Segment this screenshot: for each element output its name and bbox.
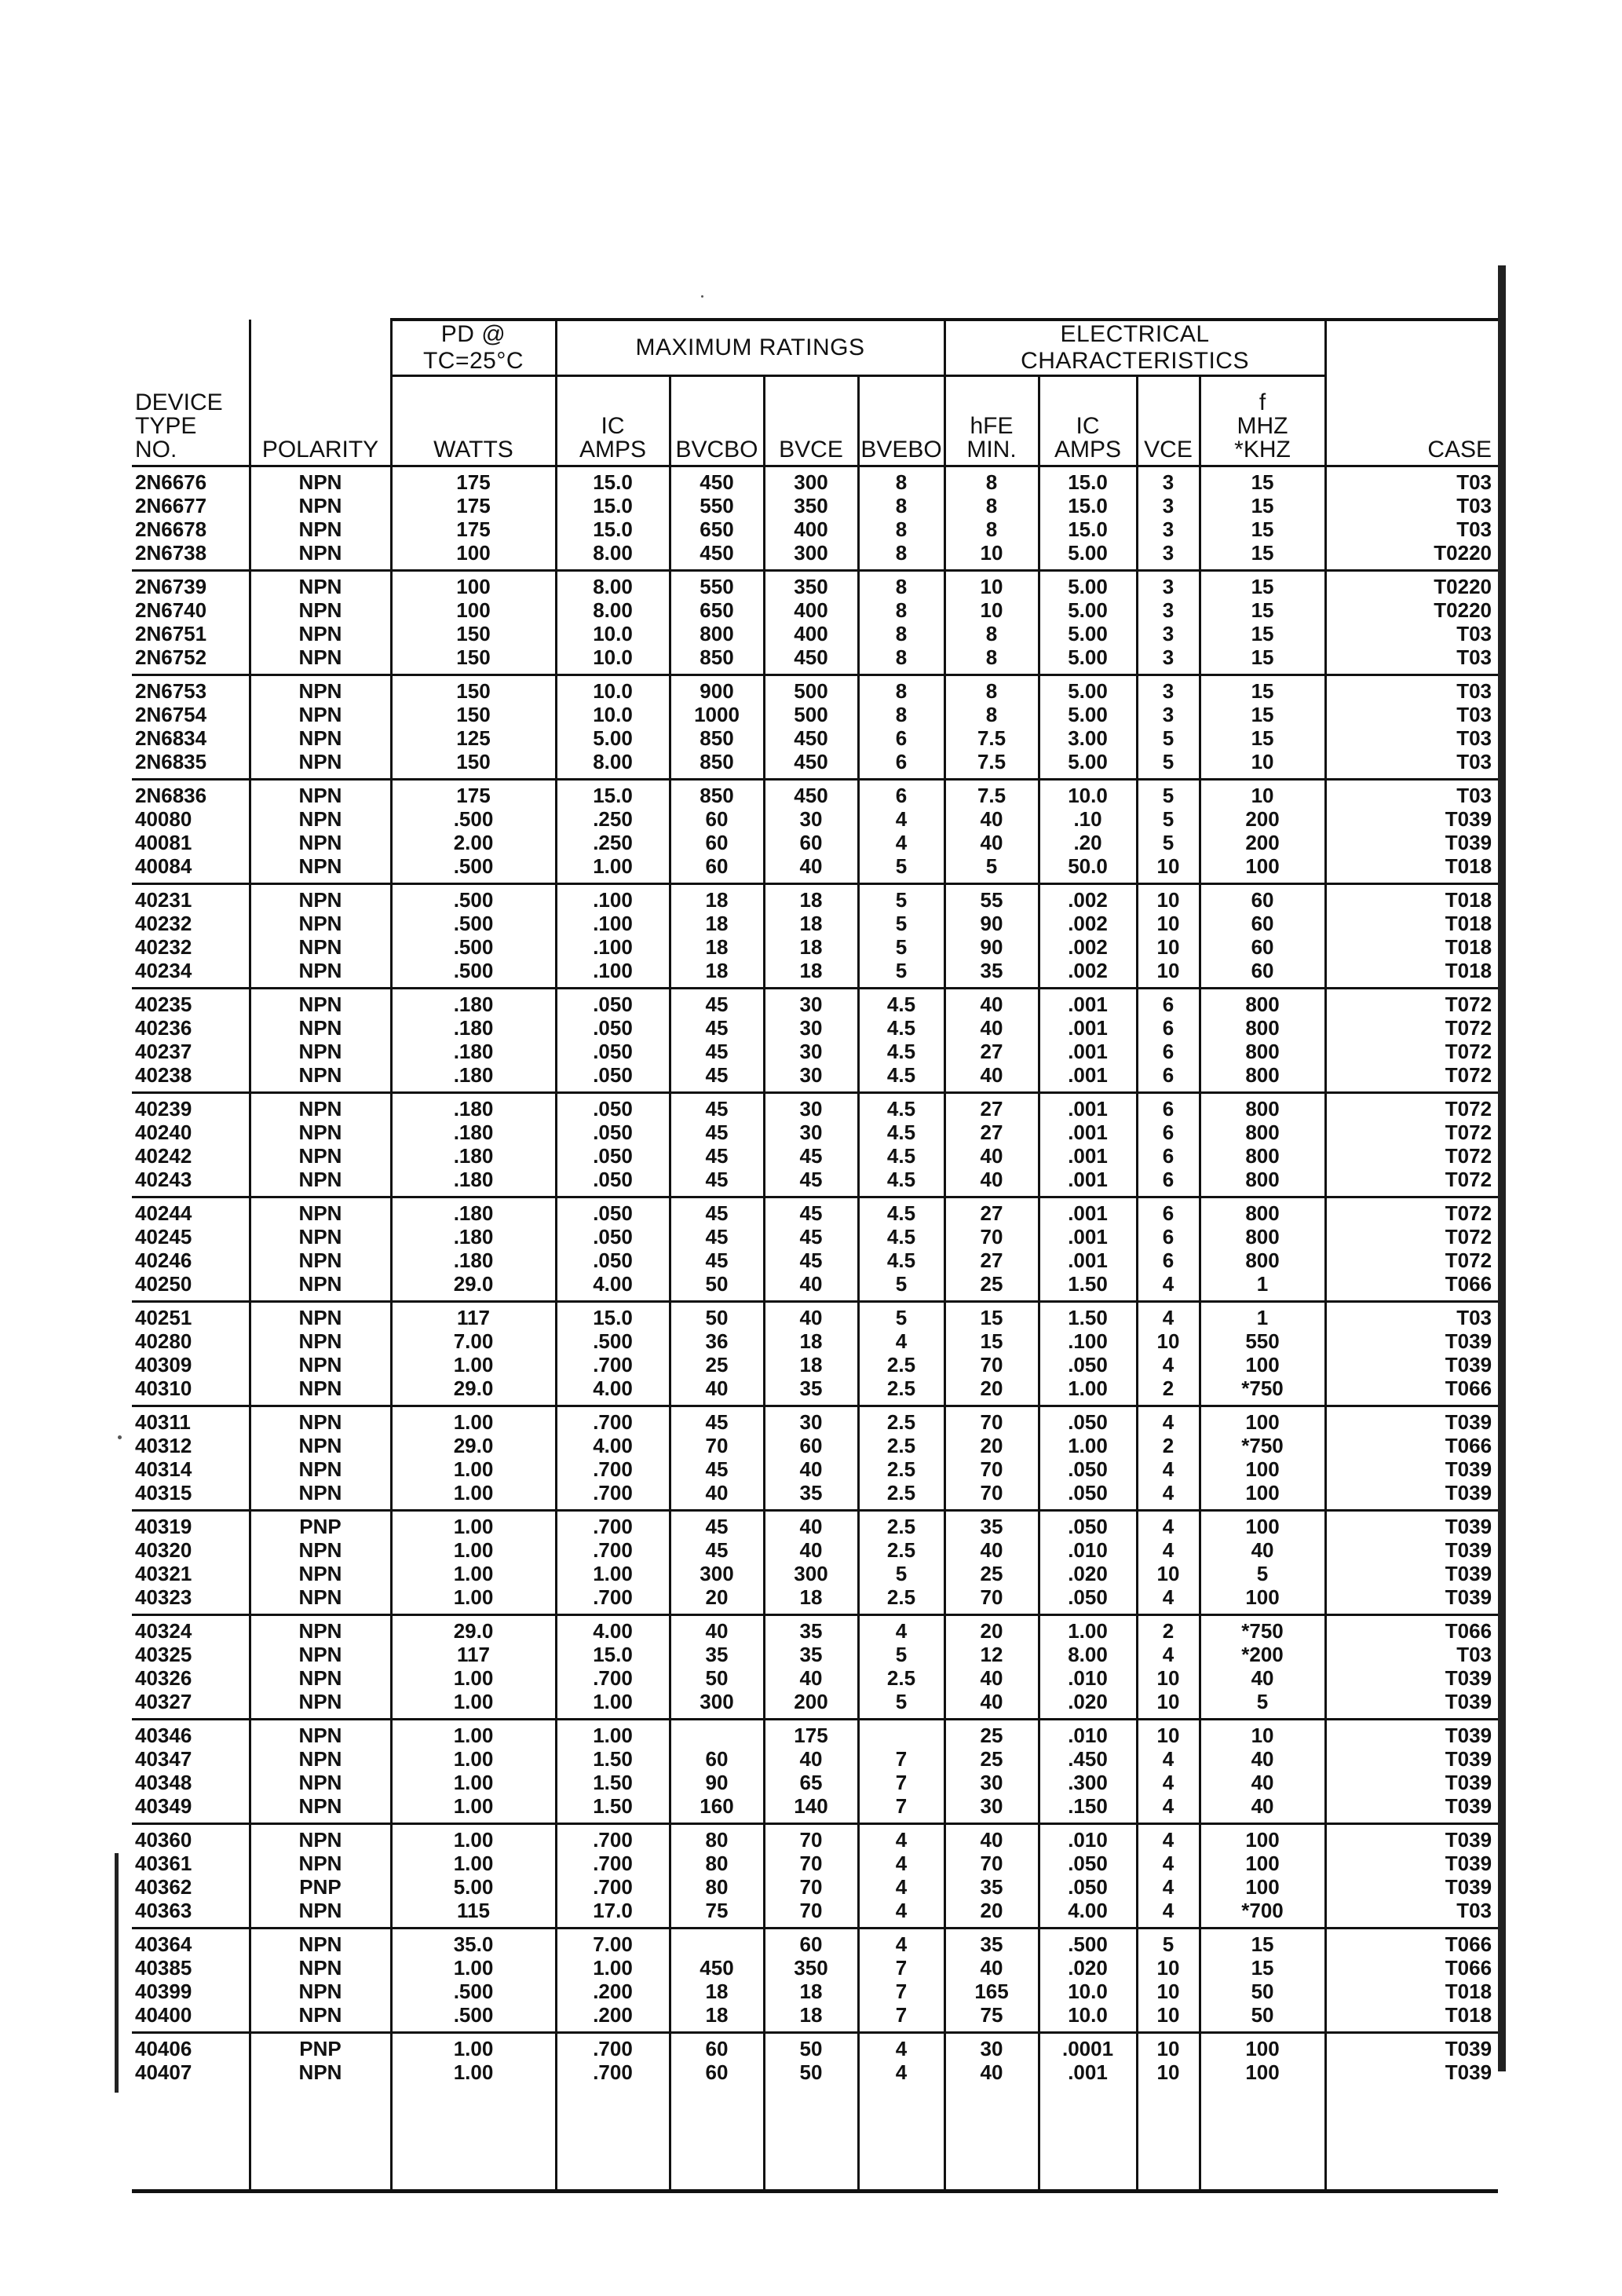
- ic-amps-2: 10.0 .10 .20 50.0: [1039, 780, 1137, 884]
- device-numbers: 40244 40245 40246 40250: [132, 1197, 250, 1302]
- vce: 5 10 10 10: [1137, 1929, 1200, 2033]
- polarity: NPN NPN NPN NPN: [250, 780, 391, 884]
- bvcbo: 45 45 45 50: [670, 1197, 764, 1302]
- case: T072 T072 T072 T066: [1325, 1197, 1498, 1302]
- bvebo: 2.5 2.5 5 2.5: [858, 1511, 944, 1615]
- ic-amps: 15.0 .250 .250 1.00: [556, 780, 670, 884]
- polarity: NPN NPN NPN NPN: [250, 571, 391, 675]
- bvebo: 4 7 7 7: [858, 1929, 944, 2033]
- bvebo: 4.5 4.5 4.5 5: [858, 1197, 944, 1302]
- device-group: [132, 571, 1498, 675]
- frequency: 10 200 200 100: [1200, 780, 1325, 884]
- frequency: 100 100 100 *700: [1200, 1824, 1325, 1929]
- bvebo: 7 7 7: [858, 1720, 944, 1824]
- footer-cell: [1200, 2089, 1325, 2192]
- ic-amps: 7.00 1.00 .200 .200: [556, 1929, 670, 2033]
- bvebo: 8 8 6 6: [858, 675, 944, 780]
- pd-header: PD @ TC=25°C: [391, 320, 556, 376]
- device-group: [132, 1197, 1498, 1302]
- watts: 175 175 175 100: [391, 466, 556, 571]
- hfe-min: 27 70 27 25: [944, 1197, 1039, 1302]
- vce: 4 2 4 4: [1137, 1406, 1200, 1511]
- bvcbo: 45 45 300 20: [670, 1511, 764, 1615]
- case: T066 T066 T018 T018: [1325, 1929, 1498, 2033]
- watts: .180 .180 .180 .180: [391, 989, 556, 1093]
- device-numbers: 40235 40236 40237 40238: [132, 989, 250, 1093]
- footer-cell: [250, 2089, 391, 2192]
- device-group: [132, 989, 1498, 1093]
- bvcbo: 850 60 60 60: [670, 780, 764, 884]
- device-numbers: 40324 40325 40326 40327: [132, 1615, 250, 1720]
- device-numbers: 40406 40407: [135, 2037, 192, 2084]
- footer-cell: [858, 2089, 944, 2192]
- watts: 29.0 117 1.00 1.00: [391, 1615, 556, 1720]
- footer-cell: [1325, 2089, 1498, 2192]
- device-group: [132, 884, 1498, 989]
- vce: 10 4 4 4: [1137, 1720, 1200, 1824]
- ic-amps: .100 .100 .100 .100: [556, 884, 670, 989]
- ic-amps-2: .001 .001 .001 1.50: [1039, 1197, 1137, 1302]
- device-type-header: DEVICE TYPE NO.: [132, 376, 250, 466]
- frequency: 800 800 800 800: [1200, 989, 1325, 1093]
- scan-edge-left: [115, 1853, 119, 2093]
- device-group: [132, 1093, 1498, 1197]
- frequency: 10 40 40 40: [1200, 1720, 1325, 1824]
- frequency: 100 *750 100 100: [1200, 1406, 1325, 1511]
- case: T039 T039 T039 T039: [1325, 1511, 1498, 1615]
- vce: 4 4 4 4: [1137, 1824, 1200, 1929]
- watts: 35.0 1.00 .500 .500: [391, 1929, 556, 2033]
- vce: 2 4 10 10: [1137, 1615, 1200, 1720]
- device-numbers: 40360 40361 40362 40363: [132, 1824, 250, 1929]
- hfe-min-header: hFE MIN.: [944, 376, 1039, 466]
- polarity: NPN NPN PNP NPN: [250, 1824, 391, 1929]
- ic-amps-2: 1.50 .100 .050 1.00: [1039, 1302, 1137, 1406]
- watts: .500 .500 .500 .500: [391, 884, 556, 989]
- ic-amps-2: 5.00 5.00 3.00 5.00: [1039, 675, 1137, 780]
- ic-amps: .700 .700 1.00 .700: [556, 1511, 670, 1615]
- case: T03 T03 T03 T03: [1325, 675, 1498, 780]
- polarity: NPN NPN NPN NPN: [250, 1615, 391, 1720]
- footer-cell: [670, 2089, 764, 2192]
- bvce: 70 70 70 70: [764, 1824, 858, 1929]
- bvce: 18 18 18 18: [764, 884, 858, 989]
- case: T072 T072 T072 T072: [1325, 989, 1498, 1093]
- hfe-min: 25 25 30 30: [944, 1720, 1039, 1824]
- ic-amps-header-2: IC AMPS: [1039, 376, 1137, 466]
- vce: 3 3 3 3: [1137, 571, 1200, 675]
- bvebo: 2.5 2.5 2.5 2.5: [858, 1406, 944, 1511]
- frequency: *750 *200 40 5: [1200, 1615, 1325, 1720]
- electrical-characteristics-header: ELECTRICAL CHARACTERISTICS: [944, 320, 1325, 376]
- bvce: 40 40 300 18: [764, 1511, 858, 1615]
- polarity: NPN NPN NPN NPN: [250, 1720, 391, 1824]
- device-group: [132, 1720, 1498, 1824]
- bvce: 50 50: [764, 2033, 858, 2089]
- bvce: 500 500 450 450: [764, 675, 858, 780]
- vce: 6 6 6 4: [1137, 1197, 1200, 1302]
- bvebo: 4 4: [858, 2033, 944, 2089]
- polarity: PNP NPN NPN NPN: [250, 1511, 391, 1615]
- bvce: 30 60 40 35: [764, 1406, 858, 1511]
- polarity: NPN NPN NPN NPN: [250, 1302, 391, 1406]
- device-group: [132, 1302, 1498, 1406]
- ic-amps: .700 4.00 .700 .700: [556, 1406, 670, 1511]
- ic-amps: 1.00 1.50 1.50 1.50: [556, 1720, 670, 1824]
- hfe-min: 30 40: [944, 2033, 1039, 2089]
- vce: 10 10: [1137, 2033, 1200, 2089]
- bvcbo: 450 18 18: [670, 1929, 764, 2033]
- polarity: PNP NPN: [250, 2033, 391, 2089]
- polarity: NPN NPN NPN NPN: [250, 1093, 391, 1197]
- bvce: 45 45 45 40: [764, 1197, 858, 1302]
- footer-cell: [132, 2089, 250, 2192]
- table-footer-space: [132, 2089, 1498, 2192]
- bvebo: 4.5 4.5 4.5 4.5: [858, 989, 944, 1093]
- watts: 117 7.00 1.00 29.0: [391, 1302, 556, 1406]
- device-numbers: 40319 40320 40321 40323: [132, 1511, 250, 1615]
- ic-amps: 15.0 15.0 15.0 8.00: [556, 466, 670, 571]
- vce: 6 6 6 6: [1137, 1093, 1200, 1197]
- watts: 150 150 125 150: [391, 675, 556, 780]
- device-numbers: 40231 40232 40232 40234: [132, 884, 250, 989]
- case: T039 T039 T039 T039: [1325, 1720, 1498, 1824]
- header-blank: [250, 320, 391, 376]
- ic-amps: 15.0 .500 .700 4.00: [556, 1302, 670, 1406]
- case: T018 T018 T018 T018: [1325, 884, 1498, 989]
- bvebo: 5 4 2.5 2.5: [858, 1302, 944, 1406]
- ic-amps-2: .0001 .001: [1039, 2033, 1137, 2089]
- bvcbo: 45 45 45 45: [670, 1093, 764, 1197]
- device-numbers: 2N6836 40080 40081 40084: [132, 780, 250, 884]
- ic-amps-2: 5.00 5.00 5.00 5.00: [1039, 571, 1137, 675]
- ic-amps: .050 .050 .050 .050: [556, 1093, 670, 1197]
- scan-edge-right: [1498, 265, 1506, 2071]
- bvcbo: 900 1000 850 850: [670, 675, 764, 780]
- bvebo: 5 5 5 5: [858, 884, 944, 989]
- hfe-min: 10 10 8 8: [944, 571, 1039, 675]
- vce: 6 6 6 6: [1137, 989, 1200, 1093]
- scan-speck: [701, 295, 703, 298]
- vce: 4 10 4 2: [1137, 1302, 1200, 1406]
- hfe-min: 35 40 25 70: [944, 1511, 1039, 1615]
- device-numbers: 2N6739 2N6740 2N6751 2N6752: [132, 571, 250, 675]
- hfe-min: 40 40 27 40: [944, 989, 1039, 1093]
- ic-amps: 10.0 10.0 5.00 8.00: [556, 675, 670, 780]
- ic-amps-2: .001 .001 .001 .001: [1039, 989, 1137, 1093]
- bvce: 30 30 30 30: [764, 989, 858, 1093]
- ic-amps: .700 .700: [556, 2033, 670, 2089]
- device-group: [132, 2033, 1498, 2089]
- bvce: 450 30 60 40: [764, 780, 858, 884]
- bvebo: 8 8 8 8: [858, 571, 944, 675]
- transistor-spec-sheet: [132, 318, 1498, 2084]
- polarity: NPN NPN NPN NPN: [250, 1406, 391, 1511]
- ic-amps: .050 .050 .050 4.00: [556, 1197, 670, 1302]
- spec-rows: [132, 466, 1498, 2192]
- ic-amps-2: .500 .020 10.0 10.0: [1039, 1929, 1137, 2033]
- bvce: 60 350 18 18: [764, 1929, 858, 2033]
- frequency: 15 15 50 50: [1200, 1929, 1325, 2033]
- polarity: NPN NPN NPN NPN: [250, 989, 391, 1093]
- watts: .180 .180 .180 .180: [391, 1093, 556, 1197]
- frequency: 800 800 800 1: [1200, 1197, 1325, 1302]
- polarity: NPN NPN NPN NPN: [250, 675, 391, 780]
- ic-amps-2: 1.00 8.00 .010 .020: [1039, 1615, 1137, 1720]
- bvebo-header: BVEBO: [858, 376, 944, 466]
- bvce: 350 400 400 450: [764, 571, 858, 675]
- case: T03 T03 T03 T0220: [1325, 466, 1498, 571]
- bvcbo-header: BVCBO: [670, 376, 764, 466]
- bvce: 40 18 18 35: [764, 1302, 858, 1406]
- footer-cell: [556, 2089, 670, 2192]
- vce: 5 5 5 10: [1137, 780, 1200, 884]
- hfe-min: 20 12 40 40: [944, 1615, 1039, 1720]
- bvcbo: 80 80 80 75: [670, 1824, 764, 1929]
- hfe-min: 35 40 165 75: [944, 1929, 1039, 2033]
- frequency: 15 15 15 10: [1200, 675, 1325, 780]
- hfe-min: 8 8 7.5 7.5: [944, 675, 1039, 780]
- ic-amps-2: .002 .002 .002 .002: [1039, 884, 1137, 989]
- polarity: NPN NPN NPN NPN: [250, 884, 391, 989]
- device-numbers: 40311 40312 40314 40315: [132, 1406, 250, 1511]
- hfe-min: 8 8 8 10: [944, 466, 1039, 571]
- bvcbo: 45 70 45 40: [670, 1406, 764, 1511]
- watts: 100 100 150 150: [391, 571, 556, 675]
- case: T039 T066 T039 T039: [1325, 1406, 1498, 1511]
- spec-table: [132, 318, 1498, 2193]
- ic-amps-2: .010 .450 .300 .150: [1039, 1720, 1137, 1824]
- bvce: 35 35 40 200: [764, 1615, 858, 1720]
- footer-cell: [1137, 2089, 1200, 2192]
- header-blank: [1325, 320, 1498, 376]
- device-numbers: 40239 40240 40242 40243: [132, 1093, 250, 1197]
- frequency: 800 800 800 800: [1200, 1093, 1325, 1197]
- ic-amps-2: .050 .010 .020 .050: [1039, 1511, 1137, 1615]
- device-group: [132, 1511, 1498, 1615]
- case: T03 T039 T039 T066: [1325, 1302, 1498, 1406]
- footer-cell: [391, 2089, 556, 2192]
- bvebo: 4.5 4.5 4.5 4.5: [858, 1093, 944, 1197]
- vce: 4 4 10 4: [1137, 1511, 1200, 1615]
- device-group: [132, 1929, 1498, 2033]
- watts: 1.00 1.00 1.00 1.00: [391, 1720, 556, 1824]
- hfe-min: 27 27 40 40: [944, 1093, 1039, 1197]
- case: T072 T072 T072 T072: [1325, 1093, 1498, 1197]
- frequency: 1 550 100 *750: [1200, 1302, 1325, 1406]
- device-group: [132, 1824, 1498, 1929]
- device-group: [132, 1615, 1498, 1720]
- case: T066 T03 T039 T039: [1325, 1615, 1498, 1720]
- hfe-min: 40 70 35 20: [944, 1824, 1039, 1929]
- case-header: CASE: [1325, 376, 1498, 466]
- bvebo: 6 4 4 5: [858, 780, 944, 884]
- footer-cell: [764, 2089, 858, 2192]
- max-ratings-header: MAXIMUM RATINGS: [556, 320, 944, 376]
- frequency: 15 15 15 15: [1200, 466, 1325, 571]
- device-group: [132, 466, 1498, 571]
- watts: 1.00 29.0 1.00 1.00: [391, 1406, 556, 1511]
- hfe-min: 55 90 90 35: [944, 884, 1039, 989]
- frequency: 60 60 60 60: [1200, 884, 1325, 989]
- header-blank: [132, 320, 250, 376]
- bvcbo: 450 550 650 450: [670, 466, 764, 571]
- footer-cell: [944, 2089, 1039, 2192]
- hfe-min: 15 15 70 20: [944, 1302, 1039, 1406]
- case: T039 T039 T039 T03: [1325, 1824, 1498, 1929]
- bvce: 175 40 65 140: [764, 1720, 858, 1824]
- device-group: [132, 780, 1498, 884]
- case: T0220 T0220 T03 T03: [1325, 571, 1498, 675]
- bvcbo: 40 35 50 300: [670, 1615, 764, 1720]
- bvcbo: 550 650 800 850: [670, 571, 764, 675]
- watts: 1.00 1.00: [391, 2033, 556, 2089]
- ic-amps: 4.00 15.0 .700 1.00: [556, 1615, 670, 1720]
- watts: .180 .180 .180 29.0: [391, 1197, 556, 1302]
- frequency: 100 100: [1200, 2033, 1325, 2089]
- vce: 10 10 10 10: [1137, 884, 1200, 989]
- polarity: NPN NPN NPN NPN: [250, 466, 391, 571]
- bvcbo: 45 45 45 45: [670, 989, 764, 1093]
- watts: 1.00 1.00 1.00 1.00: [391, 1511, 556, 1615]
- watts: 1.00 1.00 5.00 115: [391, 1824, 556, 1929]
- vce-header: VCE: [1137, 376, 1200, 466]
- bvebo: 8 8 8 8: [858, 466, 944, 571]
- ic-amps: .700 .700 .700 17.0: [556, 1824, 670, 1929]
- bvcbo: 60 60: [670, 2033, 764, 2089]
- polarity: NPN NPN NPN NPN: [250, 1197, 391, 1302]
- device-numbers: 2N6753 2N6754 2N6834 2N6835: [132, 675, 250, 780]
- hfe-min: 7.5 40 40 5: [944, 780, 1039, 884]
- ic-amps-2: .010 .050 .050 4.00: [1039, 1824, 1137, 1929]
- bvce-header: BVCE: [764, 376, 858, 466]
- vce: 3 3 3 3: [1137, 466, 1200, 571]
- ic-amps-2: 15.0 15.0 15.0 5.00: [1039, 466, 1137, 571]
- vce: 3 3 5 5: [1137, 675, 1200, 780]
- bvcbo: 60 90 160: [670, 1720, 764, 1824]
- frequency: 15 15 15 15: [1200, 571, 1325, 675]
- device-numbers: 40346 40347 40348 40349: [132, 1720, 250, 1824]
- case: T039 T039: [1325, 2033, 1498, 2089]
- case: T03 T039 T039 T018: [1325, 780, 1498, 884]
- bvebo: 4 5 2.5 5: [858, 1615, 944, 1720]
- device-numbers: 40364 40385 40399 40400: [132, 1929, 250, 2033]
- device-numbers: 2N6676 2N6677 2N6678 2N6738: [132, 466, 250, 571]
- frequency-header: f MHZ *KHZ: [1200, 376, 1325, 466]
- frequency: 100 40 5 100: [1200, 1511, 1325, 1615]
- polarity: NPN NPN NPN NPN: [250, 1929, 391, 2033]
- scan-speck: [118, 1435, 122, 1439]
- device-group: [132, 675, 1498, 780]
- polarity-header: POLARITY: [250, 376, 391, 466]
- hfe-min: 70 20 70 70: [944, 1406, 1039, 1511]
- device-group: [132, 1406, 1498, 1511]
- ic-amps: .050 .050 .050 .050: [556, 989, 670, 1093]
- ic-amps: 8.00 8.00 10.0 10.0: [556, 571, 670, 675]
- watts-header: WATTS: [391, 376, 556, 466]
- ic-amps-2: .050 1.00 .050 .050: [1039, 1406, 1137, 1511]
- device-numbers: 40251 40280 40309 40310: [132, 1302, 250, 1406]
- bvcbo: 50 36 25 40: [670, 1302, 764, 1406]
- footer-cell: [1039, 2089, 1137, 2192]
- bvebo: 4 4 4 4: [858, 1824, 944, 1929]
- watts: 175 .500 2.00 .500: [391, 780, 556, 884]
- ic-amps-2: .001 .001 .001 .001: [1039, 1093, 1137, 1197]
- bvcbo: 18 18 18 18: [670, 884, 764, 989]
- ic-amps-header: IC AMPS: [556, 376, 670, 466]
- bvce: 30 30 45 45: [764, 1093, 858, 1197]
- bvce: 300 350 400 300: [764, 466, 858, 571]
